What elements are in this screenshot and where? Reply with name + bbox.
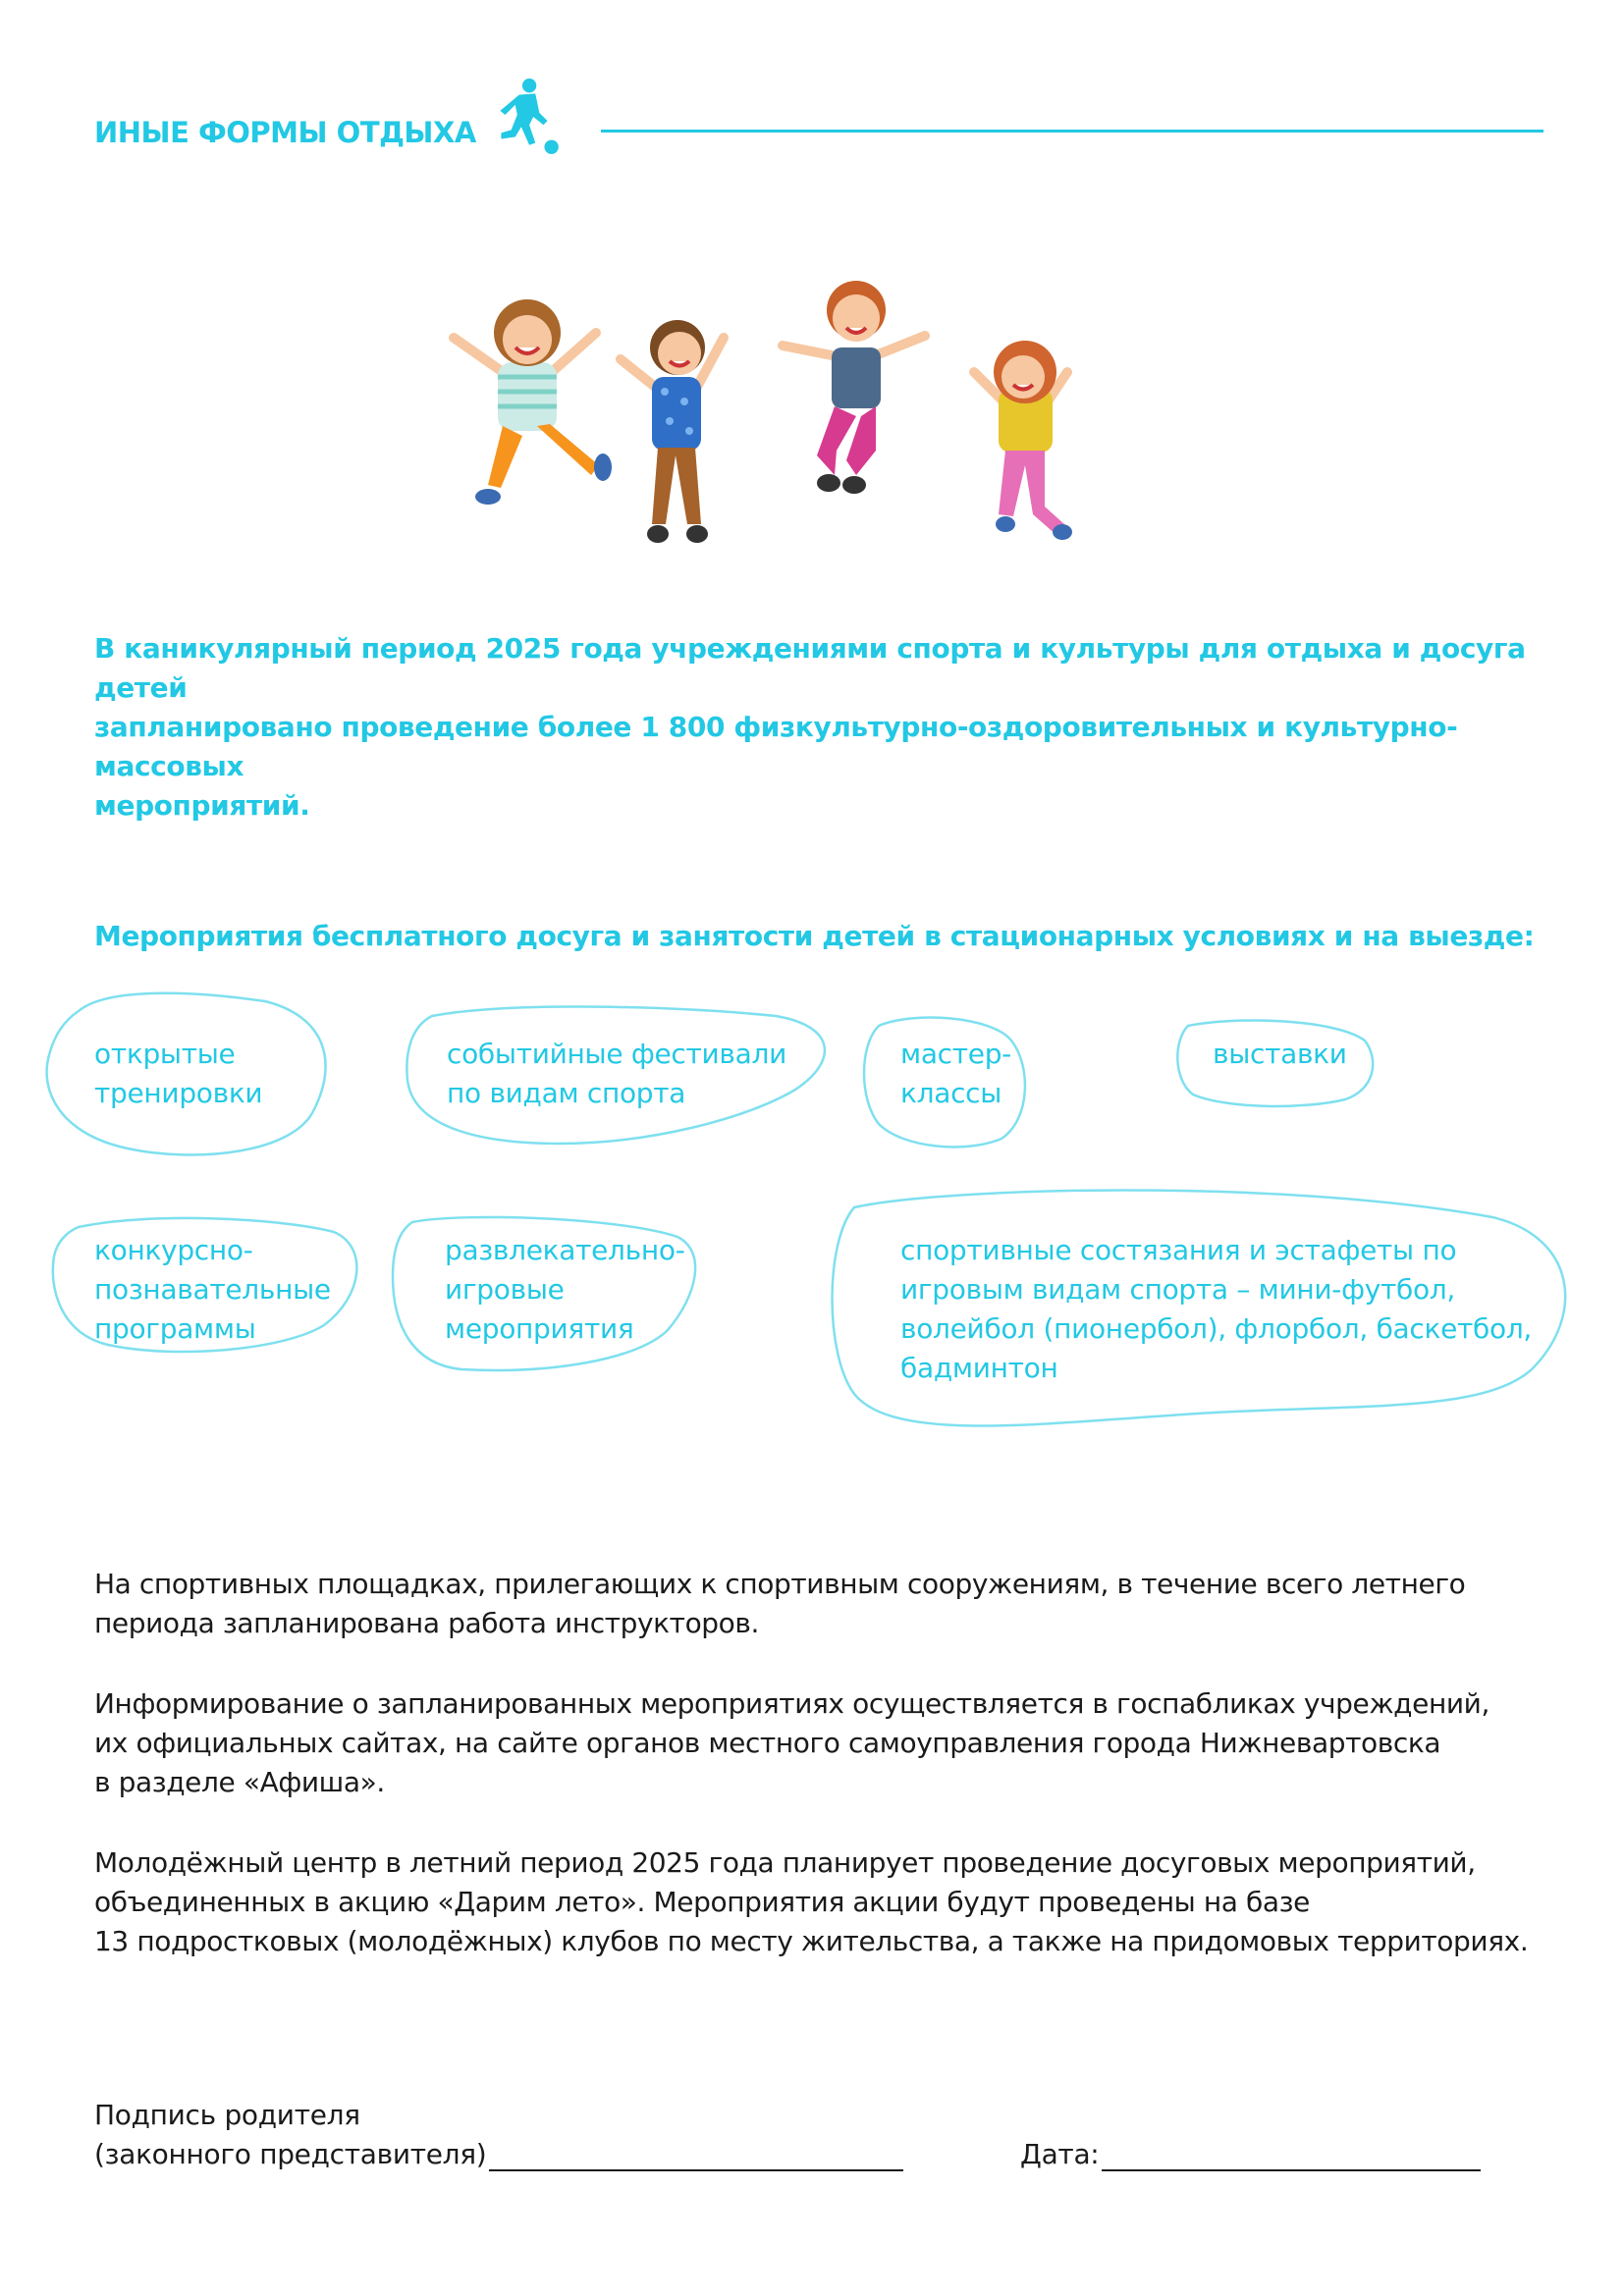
child-figure-1: [454, 299, 612, 505]
activity-line: классы: [900, 1077, 1002, 1109]
soccer-player-icon: [485, 77, 566, 157]
activity-line: мастер-: [900, 1038, 1011, 1070]
activity-item: [1213, 1035, 1347, 1074]
activity-line: по видам спорта: [447, 1077, 686, 1109]
header-rule: [601, 130, 1543, 133]
jumping-children-illustration: [444, 279, 1200, 573]
activity-line: событийные фестивали: [447, 1038, 786, 1070]
activity-item: [900, 1035, 1011, 1113]
activity-item: [445, 1231, 685, 1349]
body-line: Информирование о запланированных мероприятиях осуществляется в госпабликах учреждений,: [94, 1687, 1489, 1720]
intro-line: мероприятий.: [94, 789, 310, 822]
signature-label-guardian: (законного представителя): [94, 2138, 487, 2170]
activity-line: игровые: [445, 1273, 565, 1306]
activity-line: открытые: [94, 1038, 236, 1070]
body-line: Молодёжный центр в летний период 2025 года планирует проведение досуговых мероприятий,: [94, 1846, 1476, 1879]
activity-item: [94, 1231, 331, 1349]
child-figure-3: [783, 281, 925, 494]
intro-paragraph: [94, 629, 1547, 826]
activity-line: мероприятия: [445, 1312, 634, 1345]
activity-line: игровым видам спорта – мини-футбол,: [900, 1273, 1456, 1306]
body-line: их официальных сайтах, на сайте органов местного самоуправления города Нижневартовска: [94, 1727, 1441, 1759]
signature-label: Подпись родителя: [94, 2099, 360, 2131]
activity-item: [447, 1035, 786, 1113]
activity-line: развлекательно-: [445, 1234, 685, 1266]
activity-line: волейбол (пионербол), флорбол, баскетбол,: [900, 1312, 1533, 1345]
date-label: Дата:: [1020, 2138, 1100, 2170]
activity-item: [900, 1231, 1532, 1388]
intro-line: запланировано проведение более 1 800 физкультурно-оздоровительных и культурно-массовых: [94, 711, 1458, 782]
body-line: объединенных в акцию «Дарим лето». Мероприятия акции будут проведены на базе: [94, 1886, 1310, 1918]
activity-line: бадминтон: [900, 1352, 1058, 1384]
child-figure-4: [974, 341, 1072, 540]
activities-heading: Мероприятия бесплатного досуга и занятости детей в стационарных условиях и на выезде:: [94, 920, 1535, 952]
body-line: периода запланирована работа инструкторов.: [94, 1607, 760, 1639]
child-figure-2: [621, 320, 724, 543]
activity-line: тренировки: [94, 1077, 263, 1109]
body-paragraph-1: [94, 1565, 1547, 1643]
activity-item: [94, 1035, 262, 1113]
date-field[interactable]: [1102, 2169, 1481, 2171]
body-line: 13 подростковых (молодёжных) клубов по месту жительства, а также на придомовых территориях.: [94, 1925, 1529, 1957]
activity-line: программы: [94, 1312, 256, 1345]
activity-line: конкурсно-: [94, 1234, 253, 1266]
signature-field[interactable]: [489, 2169, 903, 2171]
section-title: ИНЫЕ ФОРМЫ ОТДЫХА: [94, 116, 476, 149]
body-line: На спортивных площадках, прилегающих к спортивным сооружениям, в течение всего летнего: [94, 1568, 1466, 1600]
body-paragraph-3: [94, 1843, 1547, 1961]
activity-line: познавательные: [94, 1273, 331, 1306]
intro-line: В каникулярный период 2025 года учреждениями спорта и культуры для отдыха и досуга детей: [94, 632, 1526, 704]
body-paragraph-2: [94, 1684, 1547, 1802]
activity-line: спортивные состязания и эстафеты по: [900, 1234, 1457, 1266]
activity-line: выставки: [1213, 1038, 1347, 1070]
body-line: в разделе «Афиша».: [94, 1766, 385, 1798]
